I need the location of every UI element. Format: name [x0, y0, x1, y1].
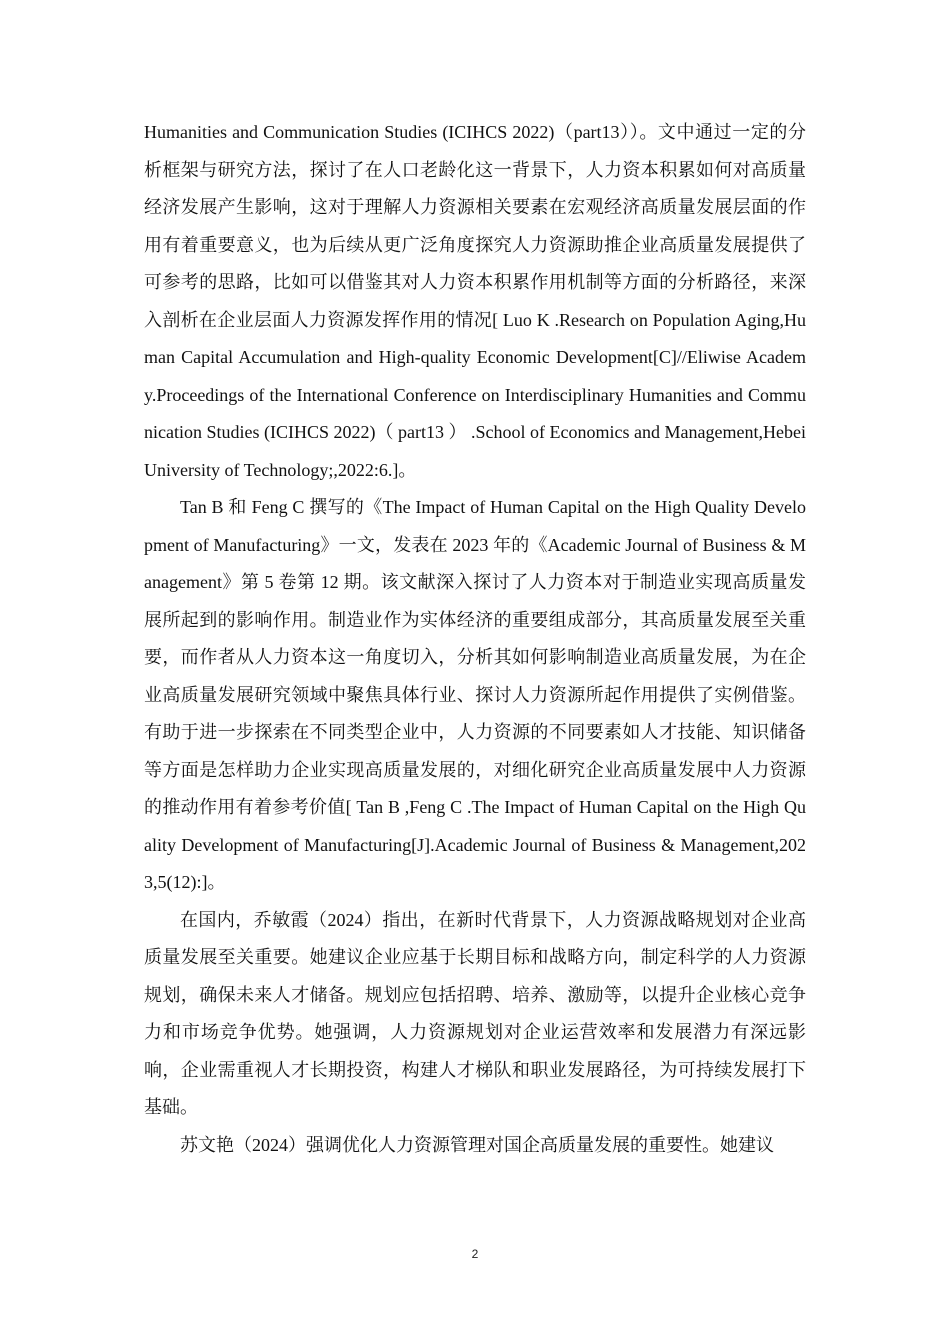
paragraph-continued: Humanities and Communication Studies (ICIHCS 2022)（part13））。文中通过一定的分析框架与研究方法，探讨了在人口老龄化这一背景下，人力资本积累如何对高质量经济发展产生影响，这对于理解人力资源相关要素在宏观经济高质量发展层面的作用有着重要意义，也为后续从更广泛角度探究人力资源助推企业高质量发展提供了可参考的思路，比如可以借鉴其对人力资本积累作用机制等方面的分析路径，来深入剖析在企业层面人力资源发挥作用的情况[ Luo K .Research on Population Aging,Human Capital Accumulation and High-quality Economic Development[C]//Eliwise Academy.Proceedings of the International Conference on Interdisciplinary Humanities and Communication Studies (ICIHCS 2022)（ part13 ） .School of Economics and Management,Hebei University of Technology;,2022:6.]。	[144, 122, 806, 480]
body-text	[144, 114, 806, 1164]
paragraph: 在国内，乔敏霞（2024）指出，在新时代背景下，人力资源战略规划对企业高质量发展至关重要。她建议企业应基于长期目标和战略方向，制定科学的人力资源规划，确保未来人才储备。规划应包括招聘、培养、激励等，以提升企业核心竞争力和市场竞争优势。她强调，人力资源规划对企业运营效率和发展潜力有深远影响，企业需重视人才长期投资，构建人才梯队和职业发展路径，为可持续发展打下基础。	[144, 909, 806, 1117]
page-number: 2	[471, 1247, 479, 1261]
paragraph: Tan B 和 Feng C 撰写的《The Impact of Human Capital on the High Quality Development of Manufacturing》一文，发表在 2023 年的《Academic Journal of Business & Management》第 5 卷第 12 期。该文献深入探讨了人力资本对于制造业实现高质量发展所起到的影响作用。制造业作为实体经济的重要组成部分，其高质量发展至关重要，而作者从人力资本这一角度切入，分析其如何影响制造业高质量发展，为在企业高质量发展研究领域中聚焦具体行业、探讨人力资源所起作用提供了实例借鉴。有助于进一步探索在不同类型企业中，人力资源的不同要素如人才技能、知识储备等方面是怎样助力企业实现高质量发展的，对细化研究企业高质量发展中人力资源的推动作用有着参考价值[ Tan B ,Feng C .The Impact of Human Capital on the High Quality Development of Manufacturing[J].Academic Journal of Business & Management,2023,5(12):]。	[144, 497, 806, 892]
paragraph: 苏文艳（2024）强调优化人力资源管理对国企高质量发展的重要性。她建议	[180, 1134, 774, 1155]
